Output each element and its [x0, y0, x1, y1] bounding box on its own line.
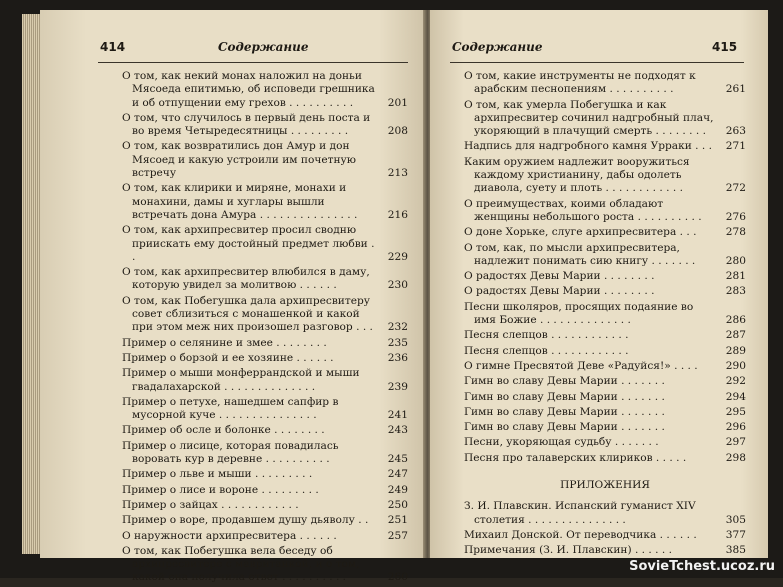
toc-entry: [464, 345, 746, 358]
toc-entry-page: 250: [387, 498, 408, 511]
left-toc: [122, 70, 408, 587]
toc-entry: [122, 440, 408, 467]
toc-entry-page: 230: [387, 279, 408, 292]
toc-entry-page: 251: [387, 514, 408, 527]
toc-entry-page: 216: [387, 208, 408, 221]
toc-entry-title: Песни, укоряющая судьбу . . . . . . .: [464, 436, 659, 449]
toc-entry-title: О том, как клирики и миряне, монахи и монахини, дамы и хуглары вышли встречать дона Амура . . . . . . . . . . . . . . .: [122, 182, 358, 221]
toc-entry-title: Пример о лисице, которая повадилась воровать кур в деревне . . . . . . . . . .: [122, 439, 339, 466]
toc-entry: [122, 112, 408, 139]
toc-entry-title: О том, как, по мысли архипресвитера, надлежит понимать сию книгу . . . . . . .: [464, 241, 696, 267]
toc-entry-title: Гимн во славу Девы Марии . . . . . . .: [464, 405, 665, 418]
toc-entry-title: Песня про талаверских клириков . . . . .: [464, 451, 687, 464]
toc-entry: [464, 391, 746, 404]
toc-entry-title: О том, как Побегушка вела беседу об архипресвитере с мавританкой, и о том, какой она получила ответ . . . . . . . . . .: [122, 544, 360, 584]
right-page-number: 415: [712, 40, 738, 54]
toc-entry-page: 296: [725, 421, 746, 434]
toc-entry: [122, 468, 408, 481]
toc-entry: [464, 198, 746, 225]
toc-entry: [464, 99, 746, 139]
toc-entry: [122, 295, 408, 335]
toc-entry: [122, 224, 408, 264]
toc-entry-title: О преимуществах, коими обладают женщины небольшого роста . . . . . . . . . .: [464, 197, 702, 223]
toc-entry: [464, 500, 746, 527]
toc-entry: [122, 499, 408, 512]
toc-entry: [464, 329, 746, 342]
toc-entry-title: О радостях Девы Марии . . . . . . . .: [464, 285, 655, 298]
toc-entry-title: О радостях Девы Марии . . . . . . . .: [464, 270, 655, 283]
toc-entry: [122, 140, 408, 180]
right-toc: [464, 70, 746, 560]
toc-entry-title: Пример о селянине и змее . . . . . . . .: [122, 336, 327, 349]
toc-entry-page: 377: [725, 528, 746, 541]
toc-entry-page: 298: [725, 451, 746, 464]
toc-entry: [464, 270, 746, 283]
toc-entry-page: 213: [387, 167, 408, 180]
toc-entry-title: О доне Хорьке, слуге архипресвитера . . .: [464, 226, 697, 239]
left-header-rule: [98, 62, 408, 63]
toc-entry-title: О том, как архипресвитер просил сводню приискать ему достойный предмет любви . .: [122, 224, 375, 263]
toc-entry-page: 232: [387, 321, 408, 334]
toc-entry-title: Пример о петухе, нашедшем сапфир в мусорной куче . . . . . . . . . . . . . . .: [122, 395, 339, 422]
toc-entry-page: 257: [387, 529, 408, 542]
toc-entry-page: 276: [725, 210, 746, 223]
toc-entry-title: О том, как Побегушка дала архипресвитеру совет сблизиться с монашенкой и какой при этом меж них произошел разговор . . .: [122, 294, 373, 334]
toc-entry: [122, 352, 408, 365]
toc-entry-title: О наружности архипресвитера . . . . . .: [122, 529, 337, 542]
toc-entry-page: 261: [725, 83, 746, 96]
toc-entry: [464, 406, 746, 419]
toc-entry-page: 289: [725, 344, 746, 357]
toc-entry-title: О том, что случилось в первый день поста и во время Четыредесятницы . . . . . . . . .: [122, 111, 371, 138]
right-page: [430, 10, 768, 558]
right-header-rule: [450, 62, 744, 63]
toc-entry: [122, 424, 408, 437]
toc-entry: [464, 529, 746, 542]
toc-entry-title: Пример о лисе и вороне . . . . . . . . .: [122, 483, 319, 496]
toc-entry-title: Песни школяров, просящих подаяние во имя Божие . . . . . . . . . . . . . .: [464, 300, 694, 327]
left-header-title: Содержание: [218, 40, 309, 54]
toc-entry-title: З. И. Плавскин. Испанский гуманист XIV столетия . . . . . . . . . . . . . . .: [464, 500, 696, 526]
toc-entry-page: 245: [387, 453, 408, 466]
toc-entry-title: О том, как умерла Побегушка и как архипресвитер сочинил надгробный плач, укоряющий в плачущий смерть . . . . . . . .: [464, 98, 714, 138]
toc-entry: [464, 70, 746, 97]
toc-entry-page: 236: [387, 351, 408, 364]
toc-entry-page: 290: [725, 359, 746, 372]
toc-entry-page: 295: [725, 405, 746, 418]
toc-entry: [122, 545, 408, 585]
toc-entry-title: О том, как возвратились дон Амур и дон Мясоед и какую устроили им почетную встречу: [122, 140, 356, 180]
toc-entry-title: О гимне Пресвятой Деве «Радуйся!» . . . .: [464, 359, 698, 372]
toc-entry-title: Пример о воре, продавшем душу дьяволу . .: [122, 514, 369, 527]
toc-entry-title: Гимн во славу Девы Марии . . . . . . .: [464, 375, 665, 388]
toc-entry-page: 241: [387, 409, 408, 422]
toc-entry-title: Михаил Донской. От переводчика . . . . . .: [464, 528, 697, 541]
toc-entry-title: Пример об осле и болонке . . . . . . . .: [122, 424, 325, 437]
toc-entry: [122, 266, 408, 293]
toc-entry-page: 243: [387, 424, 408, 437]
toc-entry: [122, 396, 408, 423]
toc-entry: [122, 484, 408, 497]
toc-entry-title: О том, какие инструменты не подходят к арабским песнопениям . . . . . . . . . .: [464, 70, 696, 96]
toc-entry: [464, 156, 746, 196]
toc-entry-page: 201: [387, 96, 408, 109]
toc-entry-title: Пример о зайцах . . . . . . . . . . . .: [122, 498, 299, 511]
toc-entry-title: Песня слепцов . . . . . . . . . . . .: [464, 344, 629, 357]
toc-entry-title: Надпись для надгробного камня Урраки . . .: [464, 140, 713, 153]
toc-entry-page: 229: [387, 250, 408, 263]
toc-entry: [464, 544, 746, 557]
toc-entry: [122, 70, 408, 110]
toc-entry-page: 260: [387, 571, 408, 584]
toc-entry-page: 286: [725, 314, 746, 327]
toc-entry: [122, 367, 408, 394]
toc-entry-page: 278: [725, 226, 746, 239]
toc-entry-title: Каким оружием надлежит вооружиться каждому христианину, дабы одолеть диавола, суету и плоть . . . . . . . . . . . .: [464, 155, 690, 195]
toc-entry-page: 208: [387, 125, 408, 138]
toc-entry-page: 280: [725, 254, 746, 267]
toc-entry-page: 385: [725, 544, 746, 557]
toc-entry-page: 283: [725, 285, 746, 298]
page-edges: [22, 14, 40, 554]
toc-entry: [122, 530, 408, 543]
toc-entry-title: Пример о мыши монферрандской и мыши гвадалахарской . . . . . . . . . . . . . .: [122, 367, 360, 393]
toc-entry-title: Гимн во славу Девы Марии . . . . . . .: [464, 390, 665, 403]
toc-entry-title: О том, как архипресвитер влюбился в даму, которую увидел за молитвою . . . . . .: [122, 266, 370, 292]
left-page: [40, 10, 425, 584]
toc-entry-title: Пример о борзой и ее хозяине . . . . . .: [122, 351, 334, 364]
toc-entry-title: Песня слепцов . . . . . . . . . . . .: [464, 329, 629, 342]
toc-entry-page: 287: [725, 329, 746, 342]
toc-entry: [464, 140, 746, 153]
toc-entry: [464, 375, 746, 388]
toc-entry-page: 247: [387, 468, 408, 481]
appendix-section-title: ПРИЛОЖЕНИЯ: [560, 479, 650, 492]
toc-entry-page: 271: [725, 140, 746, 153]
toc-entry: [464, 301, 746, 328]
toc-entry-title: Гимн во славу Девы Марии . . . . . . .: [464, 421, 665, 434]
toc-entry-title: О том, как некий монах наложил на доньи Мясоеда епитимью, об исповеди грешника и об отпущении ему грехов . . . . . . . . . .: [122, 70, 375, 109]
toc-entry-page: 292: [725, 375, 746, 388]
toc-entry: [464, 242, 746, 269]
toc-entry: [122, 182, 408, 222]
toc-entry-title: Примечания (З. И. Плавскин) . . . . . .: [464, 544, 672, 557]
toc-entry: [464, 226, 746, 239]
watermark: SovieTchest.ucoz.ru: [629, 559, 775, 574]
toc-entry-page: 235: [387, 336, 408, 349]
toc-entry-page: 239: [387, 380, 408, 393]
toc-entry: [464, 360, 746, 373]
toc-entry: [464, 436, 746, 449]
toc-entry: [122, 337, 408, 350]
toc-entry: [464, 285, 746, 298]
toc-entry-page: 249: [387, 483, 408, 496]
toc-entry-page: 294: [725, 390, 746, 403]
toc-entry: [122, 514, 408, 527]
left-page-number: 414: [100, 40, 126, 54]
toc-entry-title: Пример о льве и мыши . . . . . . . . .: [122, 468, 313, 481]
toc-entry: [464, 452, 746, 465]
toc-entry-page: 272: [725, 182, 746, 195]
right-header-title: Содержание: [452, 40, 543, 54]
toc-entry-page: 305: [725, 513, 746, 526]
toc-entry: [464, 421, 746, 434]
toc-entry-page: 263: [725, 125, 746, 138]
toc-entry-page: 281: [725, 270, 746, 283]
toc-entry-page: 297: [725, 436, 746, 449]
